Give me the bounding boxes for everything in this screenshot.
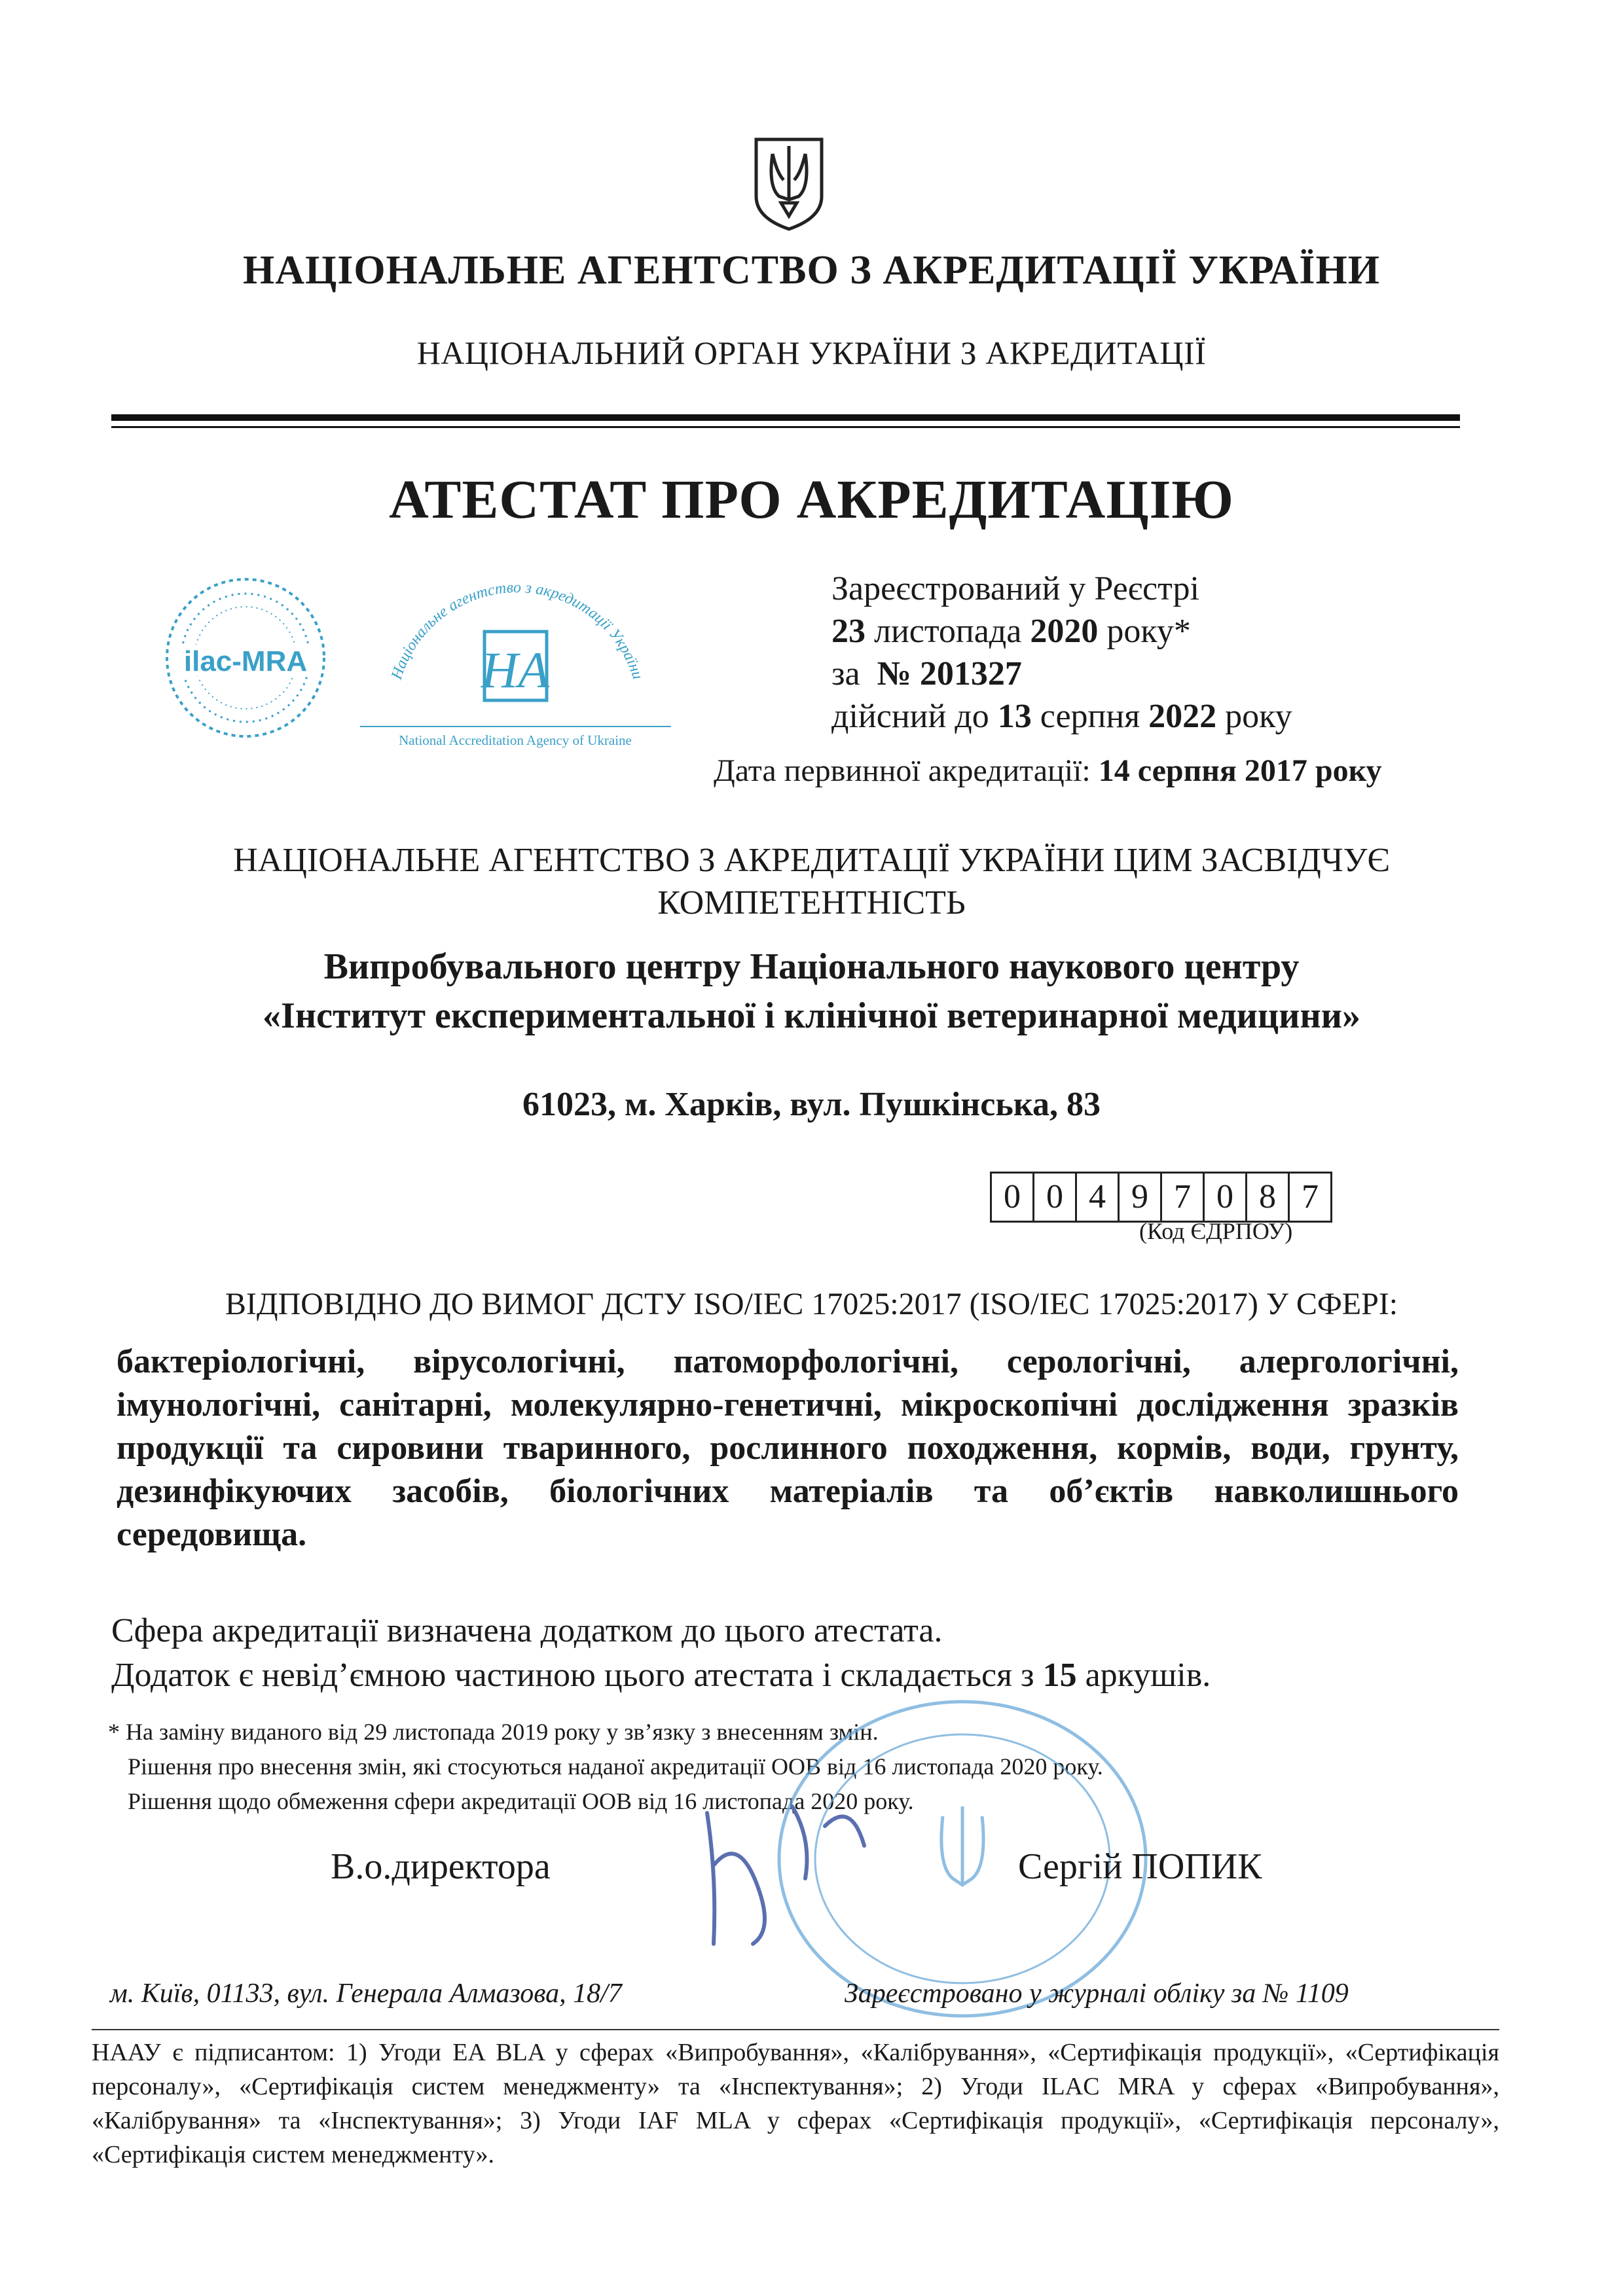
edrpou-digit: 7 <box>1162 1174 1205 1221</box>
agency-subtitle: НАЦІОНАЛЬНИЙ ОРГАН УКРАЇНИ З АКРЕДИТАЦІЇ <box>416 334 1207 371</box>
edrpou-digit: 8 <box>1247 1174 1290 1221</box>
annex-line-1: Сфера акредитації визначена додатком до цього атестата. <box>111 1612 943 1649</box>
edrpou-digit: 0 <box>1205 1174 1247 1221</box>
registration-date: 23 листопада 2020 року* <box>831 613 1191 650</box>
scope-text: бактеріологічні, вірусологічні, патоморфологічні, серологічні, алергологічні, імунологічні, санітарні, молекулярно-генетичні, мікроскопічні дослідження зразків продукції та сировини тваринного, рослинного походження, кормів, води, грунту, дезинфікуючих засобів, біологічних матеріалів та об’єктів навколишнього середовища. <box>117 1343 1459 1553</box>
signatory-name: Сергій ПОПИК <box>1018 1846 1262 1887</box>
naau-arc-text: Національне агентство з акредитації України <box>388 579 647 682</box>
naau-logo <box>350 563 681 753</box>
edrpou-digit: 4 <box>1077 1174 1120 1221</box>
edrpou-code-box <box>990 1172 1332 1223</box>
document-title: АТЕСТАТ ПРО АКРЕДИТАЦІЮ <box>389 469 1234 530</box>
ilac-text: ilac-MRA <box>183 645 308 677</box>
note-restriction: Рішення щодо обмеження сфери акредитації ООВ від 16 листопада 2020 року. <box>128 1788 914 1814</box>
edrpou-digit: 0 <box>992 1174 1034 1221</box>
header-divider <box>111 414 1460 421</box>
header-divider-thin <box>111 426 1460 428</box>
organization-name-1: Випробувального центру Національного наукового центру <box>323 946 1300 987</box>
naau-monogram: НА <box>481 641 549 698</box>
agreements-note: НААУ є підписантом: 1) Угоди EA BLA у сферах «Випробування», «Калібрування», «Сертифікація продукції», «Сертифікація персоналу», «Сертифікація систем менеджменту» та «Інспектування»; 2) Угоди ILAC MRA у сферах «Випробування», «Калібрування» та «Інспектування»; 3) Угоди IAF MLA у сферах «Сертифікація продукції», «Сертифікація персоналу», «Сертифікація систем менеджменту». <box>92 2039 1499 2168</box>
ilac-mra-logo <box>157 569 334 746</box>
coat-of-arms-icon <box>750 134 828 232</box>
edrpou-digit: 0 <box>1034 1174 1077 1221</box>
registration-valid: дійсний до 13 серпня 2022 року <box>831 698 1292 735</box>
annex-line-2: Додаток є невід’ємною частиною цього атестата і складається з 15 аркушів. <box>111 1657 1211 1694</box>
organization-address: 61023, м. Харків, вул. Пушкінська, 83 <box>522 1086 1101 1123</box>
footer-divider <box>92 2029 1499 2030</box>
agency-name: НАЦІОНАЛЬНЕ АГЕНТСТВО З АКРЕДИТАЦІЇ УКРАЇНИ <box>242 248 1381 293</box>
agency-address: м. Київ, 01133, вул. Генерала Алмазова, 18/7 <box>110 1979 622 2009</box>
registration-number: за № 201327 <box>831 655 1022 692</box>
journal-registration: Зареєстровано у журналі обліку за № 1109 <box>845 1979 1349 2009</box>
certification-statement-2: КОМПЕТЕНТНІСТЬ <box>657 884 966 922</box>
signatory-position: В.о.директора <box>331 1846 551 1887</box>
edrpou-label: (Код ЄДРПОУ) <box>1139 1218 1293 1244</box>
certification-statement-1: НАЦІОНАЛЬНЕ АГЕНТСТВО З АКРЕДИТАЦІЇ УКРАЇНИ ЦИМ ЗАСВІДЧУЄ <box>233 842 1390 879</box>
registration-line-1: Зареєстрований у Реєстрі <box>831 570 1199 607</box>
director-signature <box>681 1787 877 1957</box>
note-replacement: * На заміну виданого від 29 листопада 2019 року у зв’язку з внесенням змін. <box>108 1719 879 1745</box>
note-changes: Рішення про внесення змін, які стосуються наданої акредитації ООВ від 16 листопада 2020 року. <box>128 1753 1103 1780</box>
edrpou-digit: 9 <box>1120 1174 1162 1221</box>
organization-name-2: «Інститут експериментальної і клінічної ветеринарної медицини» <box>263 996 1360 1036</box>
naau-bottom-text: National Accreditation Agency of Ukraine <box>399 732 632 748</box>
primary-accreditation-date: Дата первинної акредитації: 14 серпня 2017 року <box>714 753 1382 788</box>
requirements-heading: ВІДПОВІДНО ДО ВИМОГ ДСТУ ISO/IEC 17025:2017 (ISO/IEC 17025:2017) У СФЕРІ: <box>225 1287 1398 1321</box>
edrpou-digit: 7 <box>1302 1178 1319 1215</box>
